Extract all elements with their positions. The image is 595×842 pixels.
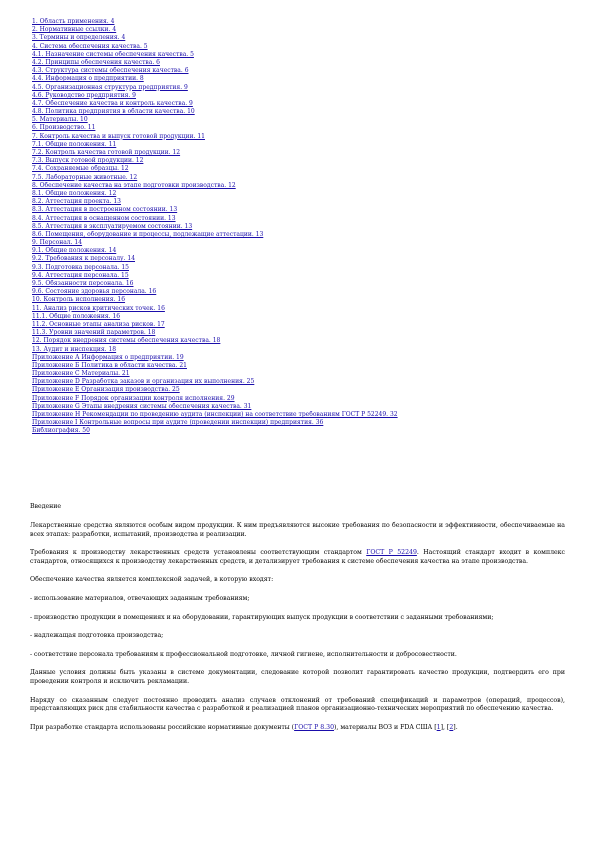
toc-link[interactable]: Библиография. 50: [32, 427, 90, 435]
reference-link[interactable]: 2: [449, 723, 454, 731]
gost-link[interactable]: ГОСТ Р 52249: [366, 549, 417, 557]
toc-item: [32, 264, 552, 272]
toc-item: [32, 34, 552, 42]
toc-link[interactable]: 6. Производство. 11: [32, 124, 96, 132]
bullet-item: - надлежащая подготовка производства;: [30, 632, 164, 640]
toc-link[interactable]: 4.1. Назначение системы обеспечения качества. 5: [32, 50, 194, 58]
toc-link[interactable]: 4.4. Информация о предприятии. 8: [32, 75, 144, 83]
toc-link[interactable]: 9.4. Аттестация персонала. 15: [32, 271, 129, 279]
toc-link[interactable]: 9. Персонал. 14: [32, 239, 83, 247]
toc-link[interactable]: 7.3. Выпуск готовой продукции. 12: [32, 157, 144, 165]
toc-link[interactable]: 9.2. Требования к персоналу. 14: [32, 255, 136, 263]
toc-link[interactable]: Приложение G Этапы внедрения системы обеспечения качества. 31: [32, 402, 252, 410]
toc-item: [32, 206, 552, 214]
toc-link[interactable]: 11.1. Общие положения. 16: [32, 312, 121, 320]
section-heading: Введение: [30, 503, 62, 510]
toc-item: [32, 247, 552, 255]
toc-link[interactable]: 4.3. Структура системы обеспечения качества. 6: [32, 67, 189, 75]
toc-item: [32, 231, 552, 239]
reference-link[interactable]: 1: [436, 723, 441, 731]
toc-link[interactable]: 9.5. Обязанности персонала. 16: [32, 280, 134, 287]
toc-item: [32, 419, 552, 427]
toc-item: [32, 239, 552, 247]
toc-item: [32, 313, 552, 321]
toc-link[interactable]: 4.5. Организационная структура предприятия. 9: [32, 83, 188, 91]
toc-link[interactable]: 8.1. Общие положения. 12: [32, 189, 117, 197]
toc-link[interactable]: 7. Контроль качества и выпуск готовой продукции. 11: [32, 132, 205, 140]
toc-link[interactable]: Приложение I Контрольные вопросы при аудите (проведении инспекции) предприятия. 36: [32, 419, 324, 427]
toc-item: [32, 255, 552, 263]
paragraph: При разработке стандарта использованы российские нормативные документы (ГОСТ Р 8.30), материалы ВОЗ и FDA США [1], [2].: [30, 723, 458, 731]
toc-item: [32, 157, 552, 165]
paragraph: Данные условия должны быть указаны в системе документации, следование которой позволит гарантировать качество продукции, подтвердить его при проведении контроля и исключить рекламации.: [30, 669, 565, 685]
toc-link[interactable]: 8.6. Помещения, оборудование и процессы, подлежащие аттестации. 13: [32, 230, 264, 238]
toc-item: [32, 354, 552, 362]
introduction-section: [30, 503, 565, 742]
paragraph: Обеспечение качества является комплексной задачей, в которую входят:: [30, 576, 274, 584]
toc-link[interactable]: 8.5. Аттестация в эксплуатируемом состоянии. 13: [32, 222, 193, 230]
toc-link[interactable]: 4.2. Принципы обеспечения качества. 6: [32, 58, 160, 66]
toc-item: [32, 378, 552, 386]
toc-item: [32, 165, 552, 173]
toc-item: [32, 116, 552, 124]
toc-item: [32, 403, 552, 411]
paragraph: Наряду со сказанным следует постоянно проводить анализ случаев отклонений от требований спецификаций и параметров (операций, процессов), представляющих риск для стабильности качества с разработкой и реализацией планов организационно-технических мероприятий по обеспечению качества.: [30, 696, 565, 713]
toc-item: [32, 296, 552, 304]
toc-item: [32, 141, 552, 149]
toc-item: [32, 100, 552, 108]
bullet-item: - использование материалов, отвечающих заданным требованиям;: [30, 594, 250, 602]
toc-item: [32, 84, 552, 92]
toc-item: [32, 51, 552, 59]
toc-item: [32, 395, 552, 403]
toc-link[interactable]: 4. Система обеспечения качества. 5: [32, 42, 148, 50]
toc-link[interactable]: 3. Термины и определения. 4: [32, 34, 126, 42]
toc-item: [32, 305, 552, 313]
toc-link[interactable]: 12. Порядок внедрения системы обеспечения качества. 18: [32, 337, 221, 345]
toc-item: [32, 190, 552, 198]
toc-item: [32, 411, 552, 419]
toc-link[interactable]: 8.3. Аттестация в построенном состоянии. 13: [32, 206, 178, 214]
gost-link[interactable]: ГОСТ Р 8.30: [294, 723, 335, 731]
toc-item: [32, 198, 552, 206]
toc-item: [32, 280, 552, 288]
toc-link[interactable]: Приложение Е Организация производства. 25: [32, 386, 180, 394]
toc-item: [32, 427, 552, 435]
toc-link[interactable]: 7.4. Сохраняемые образцы. 12: [32, 165, 129, 173]
toc-item: [32, 215, 552, 223]
toc-item: [32, 149, 552, 157]
toc-item: [32, 26, 552, 34]
toc-link[interactable]: 9.6. Состояние здоровья персонала. 16: [32, 288, 157, 296]
toc-item: [32, 59, 552, 67]
toc-item: [32, 182, 552, 190]
bullet-item: - соответствие персонала требованиям к профессиональной подготовке, личной гигиене, исполнительности и добросовестности.: [30, 650, 457, 658]
toc-item: [32, 329, 552, 337]
toc-link[interactable]: Приложение F Порядок организации контроля исполнения. 29: [32, 394, 235, 402]
toc-link[interactable]: 4.8. Политика предприятия в области качества. 10: [32, 108, 195, 116]
toc-link[interactable]: 9.1. Общие положения. 14: [32, 247, 117, 255]
toc-item: [32, 362, 552, 370]
toc-item: [32, 124, 552, 132]
toc-link[interactable]: 7.2. Контроль качества готовой продукции. 12: [32, 149, 181, 156]
bullet-item: - производство продукции в помещениях и на оборудовании, гарантирующих выпуск продукции в соответствии с заданными требованиями;: [30, 613, 494, 621]
toc-link[interactable]: 2. Нормативные ссылки. 4: [32, 26, 117, 34]
toc-link[interactable]: 11. Анализ рисков критических точек. 16: [32, 304, 165, 312]
table-of-contents: [32, 18, 552, 436]
toc-link[interactable]: Приложение С Материалы. 21: [32, 370, 130, 378]
toc-link[interactable]: 7.5. Лабораторные животные. 12: [32, 173, 138, 181]
toc-link[interactable]: 7.1. Общие положения. 11: [32, 140, 117, 148]
toc-link[interactable]: Приложение Б Политика в области качества. 21: [32, 361, 187, 369]
toc-item: [32, 75, 552, 83]
toc-link[interactable]: 4.6. Руководство предприятия. 9: [32, 91, 136, 99]
toc-item: [32, 108, 552, 116]
toc-link[interactable]: Приложение А Информация о предприятии. 19: [32, 353, 184, 361]
paragraph: Лекарственные средства являются особым видом продукции. К ним предъявляются высокие требования по безопасности и эффективности, обеспечиваемые на всех этапах: разработки, испытаний, производства и реализации.: [30, 522, 565, 538]
toc-link[interactable]: 9.3. Подготовка персонала. 15: [32, 263, 129, 271]
toc-link[interactable]: 8. Обеспечение качества на этапе подготовки производства. 12: [32, 181, 236, 189]
toc-link[interactable]: 11.2. Основные этапы анализа рисков. 17: [32, 320, 165, 328]
toc-item: [32, 67, 552, 75]
toc-item: [32, 223, 552, 231]
toc-item: [32, 133, 552, 141]
toc-link[interactable]: 10. Контроль исполнения. 16: [32, 296, 126, 304]
toc-link[interactable]: 8.2. Аттестация проекта. 13: [32, 198, 121, 206]
toc-link[interactable]: 8.4. Аттестация в оснащенном состоянии. 13: [32, 214, 176, 222]
toc-item: [32, 92, 552, 100]
toc-item: [32, 370, 552, 378]
toc-link[interactable]: 11.3. Уровни значений параметров. 18: [32, 329, 156, 337]
toc-item: [32, 321, 552, 329]
toc-link[interactable]: Приложение D Разработка заказов и организация их выполнения. 25: [32, 378, 255, 386]
paragraph: Требования к производству лекарственных средств установлены соответствующим стандартом ГОСТ Р 52249. Настоящий стандарт входит в комплекс стандартов, относящихся к производству лекарственных средств, и детализирует требования к системе обеспечения качества на этапе производства.: [30, 549, 566, 565]
toc-link[interactable]: 13. Аудит и инспекция. 18: [32, 345, 117, 353]
toc-link[interactable]: 1. Область применения. 4: [32, 18, 115, 25]
toc-link[interactable]: 4.7. Обеспечение качества и контроль качества. 9: [32, 99, 193, 107]
toc-item: [32, 272, 552, 280]
toc-item: [32, 346, 552, 354]
toc-item: [32, 18, 552, 26]
toc-item: [32, 386, 552, 394]
toc-item: [32, 337, 552, 345]
toc-item: [32, 288, 552, 296]
toc-item: [32, 174, 552, 182]
toc-link[interactable]: 5. Материалы. 10: [32, 116, 88, 124]
toc-item: [32, 43, 552, 51]
toc-link[interactable]: Приложение Н Рекомендации по проведению аудита (инспекции) на соответствие требованиям ГОСТ Р 52249. 32: [32, 411, 398, 418]
